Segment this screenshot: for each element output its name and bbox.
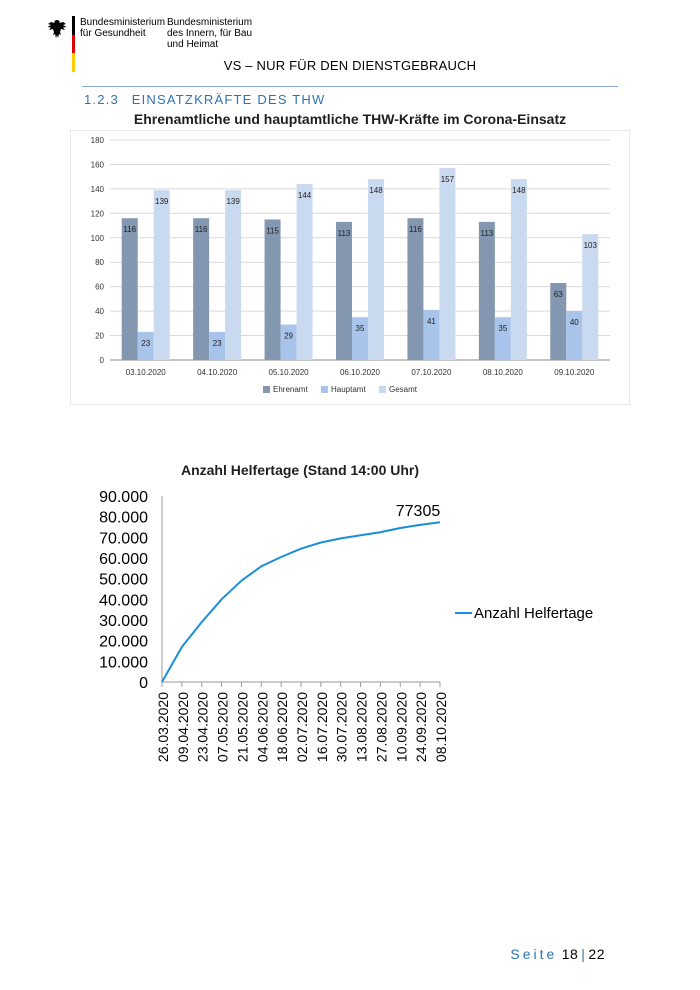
bar-y-tick-label: 120 xyxy=(90,209,104,219)
bar-data-label: 157 xyxy=(440,175,455,185)
line-x-tick-label: 16.07.2020 xyxy=(313,692,330,763)
bar-gesamt xyxy=(297,184,313,360)
bar-data-label: 35 xyxy=(498,324,508,334)
bar-gesamt xyxy=(154,190,170,360)
bar-legend-swatch xyxy=(263,386,270,393)
line-y-tick-label: 50.000 xyxy=(99,571,148,589)
bar-data-label: 41 xyxy=(426,316,436,326)
footer-page-number: 18 xyxy=(561,946,579,962)
page-footer xyxy=(510,946,605,962)
line-y-tick-label: 30.000 xyxy=(99,613,148,630)
bar-ehrenamt xyxy=(407,218,423,360)
footer-seite-label: Seite xyxy=(510,946,558,962)
line-x-tick-label: 09.04.2020 xyxy=(174,692,191,763)
footer-page-total: 22 xyxy=(588,946,605,962)
bar-chart xyxy=(70,130,630,405)
bar-data-label: 29 xyxy=(284,331,294,341)
bar-ehrenamt xyxy=(479,222,495,360)
bar-legend-label: Gesamt xyxy=(389,385,418,394)
line-x-tick-label: 27.08.2020 xyxy=(373,692,390,763)
line-y-tick-label: 80.000 xyxy=(99,509,148,527)
bar-x-tick-label: 07.10.2020 xyxy=(411,368,452,377)
line-series-helfertage xyxy=(162,522,440,682)
line-x-tick-label: 24.09.2020 xyxy=(413,692,430,763)
bar-data-label: 139 xyxy=(155,197,169,207)
ministry-interior-line-2: des Innern, für Bau xyxy=(167,28,253,39)
line-chart xyxy=(80,480,640,800)
heading-rule xyxy=(82,86,618,87)
bar-x-tick-label: 03.10.2020 xyxy=(125,368,166,377)
line-chart-title: Anzahl Helfertage (Stand 14:00 Uhr) xyxy=(180,462,420,478)
ministry-interior xyxy=(167,17,267,50)
line-y-tick-label: 10.000 xyxy=(99,654,148,672)
bar-x-tick-label: 08.10.2020 xyxy=(482,368,523,377)
line-x-tick-label: 23.04.2020 xyxy=(194,692,211,763)
ministry-interior-line-1: Bundesministerium xyxy=(167,17,253,28)
bar-legend-swatch xyxy=(321,386,328,393)
ministry-health-line-1: Bundesministerium xyxy=(80,17,166,28)
bar-gesamt xyxy=(582,234,598,360)
federal-eagle-icon xyxy=(46,18,68,40)
bar-x-tick-label: 09.10.2020 xyxy=(554,368,595,377)
bar-y-tick-label: 0 xyxy=(99,356,104,365)
bar-y-tick-label: 80 xyxy=(95,258,104,268)
line-y-tick-label: 70.000 xyxy=(99,530,148,548)
line-x-tick-label: 18.06.2020 xyxy=(274,692,291,763)
line-y-tick-label: 40.000 xyxy=(99,592,148,610)
bar-gesamt xyxy=(511,179,527,360)
line-x-tick-label: 07.05.2020 xyxy=(214,692,231,763)
section-heading xyxy=(84,92,325,107)
flag-red xyxy=(72,35,75,54)
bar-data-label: 139 xyxy=(226,197,240,207)
bar-x-tick-label: 04.10.2020 xyxy=(197,368,238,377)
bar-y-tick-label: 180 xyxy=(90,136,104,145)
line-x-tick-label: 10.09.2020 xyxy=(393,692,410,763)
bar-data-label: 23 xyxy=(212,338,222,348)
bar-data-label: 148 xyxy=(369,186,383,196)
bar-gesamt xyxy=(439,168,455,360)
section-number: 1.2.3 xyxy=(84,92,119,107)
bar-hauptamt xyxy=(281,325,297,360)
bar-data-label: 144 xyxy=(297,191,312,200)
bar-data-label: 115 xyxy=(266,226,279,236)
section-title: EINSATZKRÄFTE DES THW xyxy=(131,92,326,107)
bar-x-tick-label: 06.10.2020 xyxy=(339,368,381,377)
ministry-health xyxy=(80,17,166,39)
bar-data-label: 113 xyxy=(480,228,494,238)
bar-ehrenamt xyxy=(193,218,209,360)
bar-data-label: 35 xyxy=(355,324,365,334)
line-x-tick-label: 13.08.2020 xyxy=(353,692,370,763)
bar-y-tick-label: 160 xyxy=(90,160,104,170)
line-x-tick-label: 04.06.2020 xyxy=(254,692,271,763)
line-y-tick-label: 90.000 xyxy=(99,489,148,506)
bar-legend-label: Ehrenamt xyxy=(273,385,308,394)
line-x-tick-label: 30.07.2020 xyxy=(333,692,350,763)
bar-data-label: 113 xyxy=(337,228,351,238)
bar-gesamt xyxy=(368,179,384,360)
flag-black xyxy=(72,16,75,35)
bar-ehrenamt xyxy=(122,218,138,360)
line-x-tick-label: 08.10.2020 xyxy=(433,692,449,763)
classification-notice: VS – NUR FÜR DEN DIENSTGEBRAUCH xyxy=(223,58,477,73)
bar-ehrenamt xyxy=(265,219,281,360)
bar-gesamt xyxy=(225,190,241,360)
bar-data-label: 103 xyxy=(583,241,597,251)
line-y-tick-label: 20.000 xyxy=(99,633,148,651)
line-legend-label: Anzahl Helfertage xyxy=(474,605,594,622)
footer-separator: | xyxy=(581,946,586,962)
bar-data-label: 116 xyxy=(409,225,422,235)
bar-legend-swatch xyxy=(379,386,386,393)
bar-y-tick-label: 60 xyxy=(95,282,104,292)
bar-y-tick-label: 100 xyxy=(90,233,104,243)
bar-data-label: 116 xyxy=(123,225,137,235)
bar-y-tick-label: 20 xyxy=(95,331,104,341)
bar-y-tick-label: 40 xyxy=(95,307,104,317)
line-x-tick-label: 26.03.2020 xyxy=(155,692,171,763)
bar-x-tick-label: 05.10.2020 xyxy=(268,368,309,377)
line-x-tick-label: 02.07.2020 xyxy=(294,692,310,763)
line-y-tick-label: 60.000 xyxy=(99,551,148,568)
bar-chart-title: Ehrenamtliche und hauptamtliche THW-Kräfte im Corona-Einsatz xyxy=(133,111,567,127)
ministry-interior-line-3: und Heimat xyxy=(167,39,219,50)
ministry-health-line-2: für Gesundheit xyxy=(80,28,146,39)
bar-legend-label: Hauptamt xyxy=(331,385,366,394)
bar-data-label: 63 xyxy=(553,290,563,299)
bar-data-label: 148 xyxy=(512,186,526,196)
line-x-tick-label: 21.05.2020 xyxy=(234,692,251,763)
bar-ehrenamt xyxy=(336,222,352,360)
line-end-data-label: 77305 xyxy=(395,503,441,521)
bar-data-label: 23 xyxy=(141,338,151,348)
line-y-tick-label: 0 xyxy=(139,675,148,692)
bar-data-label: 116 xyxy=(194,225,208,235)
bar-y-tick-label: 140 xyxy=(90,184,104,194)
bar-data-label: 40 xyxy=(569,318,579,328)
